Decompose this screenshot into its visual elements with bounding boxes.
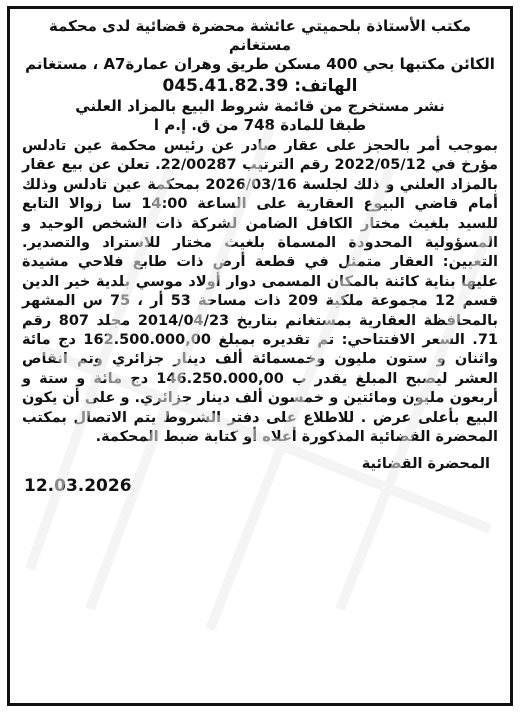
office-name: مكتب الأستاذة بلحميتي عائشة محضرة قضائية لدى محكمة مستغانم [48,17,472,54]
notice-title [22,97,498,135]
notice-body: بموجب أمر بالحجز على عقار صادر عن رئيس محكمة عين تادلس مؤرخ في 2022/05/12 رقم الترتيب 22/00287. تعلن عن بيع عقار بالمزاد العلني و ذلك لجلسة 2026/03/16 بمحكمة عين تادلس وذلك أمام قاضي البيوع العقارية على الساعة 14:00 سا زوالا التابع للسيد بلغيث مختار الكافل الضامن لشركة ذات الشخص الوحيد و المسؤولية المحدودة المسماة بلغيث مختار للاستراد والتصدير. التعيين: العقار متمثل في قطعة أرض ذات طابع فلاحي مشيدة عليها بناية كائنة بالمكان المسمى دوار أولاد موسي بلدية خير الدين قسم 12 مجموعة ملكية 209 ذات مساحة 53 أر ، 75 س المشهر بالمحافظة العقارية بمستغانم بتاريخ 2014/04/23 مجلد 807 رقم 71. السعر الافتتاحي: تم تقديره بمبلغ 162.500.000,00 دج مائة واثنان و ستون مليون وخمسمائة ألف دينار جزائري وتم انقاص العشر ليصبح المبلغ يقدر ب 146.250.000,00 دج مائة و ستة و أربعون مليون ومائتين و خمسون ألف دينار جزائري. و على أن يكون البيع بأعلى عرض . للاطلاع على دفتر الشروط يتم الاتصال بمكتب المحضرة القضائية المذكورة أعلاه أو كتابة ضبط المحكمة. [22,138,498,446]
signature-title: المحضرة القضائية [361,455,490,472]
office-header [22,17,498,74]
office-phone: الهاتف: 045.41.82.39 [162,76,358,96]
notice-title-main: نشر مستخرج من قائمة شروط البيع بالمزاد العلني [75,97,445,115]
office-address: الكائن مكتبها بحي 400 مسكن طريق وهران عمارةA7 ، مستغانم [25,55,495,73]
notice-footer [22,454,498,498]
notice-title-article: طبقا للمادة 748 من ق. إ.م ا [153,116,367,134]
notice-date: 12.03.2026 [24,475,132,496]
legal-notice [7,6,513,706]
